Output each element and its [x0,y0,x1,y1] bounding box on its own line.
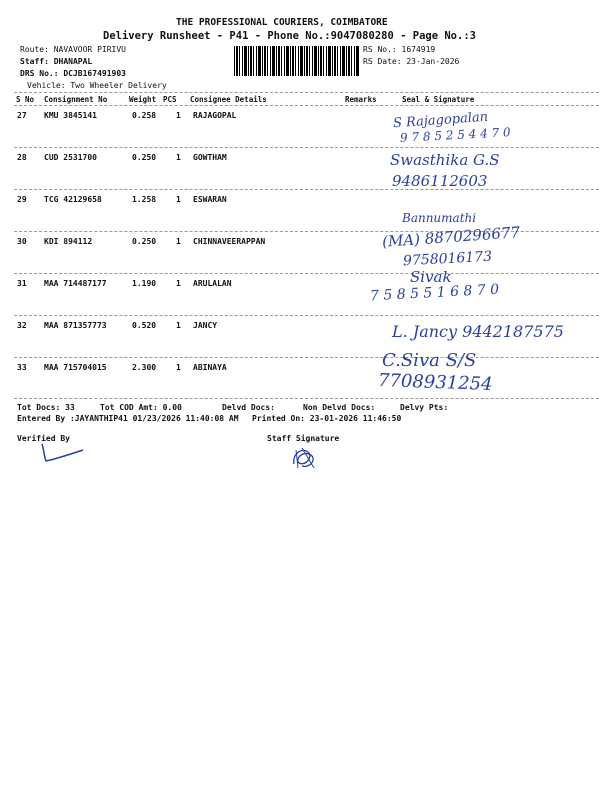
staff-label: Staff: DHANAPAL [20,57,93,66]
staff-signature-label: Staff Signature [267,434,340,443]
vehicle-label: Vehicle: Two Wheeler Delivery [27,81,167,90]
row-divider [14,147,599,148]
row-consignee: ESWARAN [193,195,227,204]
row-consignee: GOWTHAM [193,153,227,162]
verified-by-label: Verified By [17,434,70,443]
total-cod-amount: Tot COD Amt: 0.00 [100,403,182,412]
row-pcs: 1 [176,279,181,288]
col-weight: Weight [129,95,157,104]
header-top-rule [14,92,599,93]
row-consignee: CHINNAVEERAPPAN [193,237,266,246]
row-sno: 27 [17,111,27,120]
runsheet-subtitle: Delivery Runsheet - P41 - Phone No.:9047080280 - Page No.:3 [103,30,476,42]
row-consignment: CUD 2531700 [44,153,97,162]
row-signature: (MA) 8870296677 [381,223,521,251]
row-consignee: RAJAGOPAL [193,111,237,120]
delivery-points: Delvy Pts: [400,403,449,412]
row-weight: 1.258 [132,195,157,204]
row-pcs: 1 [176,111,181,120]
row-divider [14,189,599,190]
row-weight: 0.250 [132,153,157,162]
non-delivered-docs: Non Delvd Docs: [303,403,376,412]
total-docs: Tot Docs: 33 [17,403,75,412]
row-consignee: ABINAYA [193,363,227,372]
row-pcs: 1 [176,321,181,330]
delivered-docs: Delvd Docs: [222,403,275,412]
col-consignment: Consignment No [44,95,108,104]
row-consignment: MAA 715704015 [44,363,107,372]
drs-label: DRS No.: DCJB167491903 [20,69,126,78]
row-signature-phone: 9 7 8 5 2 5 4 4 7 0 [399,125,511,145]
company-title: THE PROFESSIONAL COURIERS, COIMBATORE [176,17,388,28]
row-consignment: MAA 714487177 [44,279,107,288]
row-weight: 1.190 [132,279,157,288]
col-remarks: Remarks [345,95,377,104]
row-divider [14,273,599,274]
row-sno: 32 [17,321,27,330]
row-consignee: ARULALAN [193,279,232,288]
row-signature: Bannumathi [402,211,477,225]
row-weight: 0.258 [132,111,157,120]
row-sno: 30 [17,237,27,246]
row-consignment: TCG 42129658 [44,195,102,204]
row-signature: S Rajagopalan [392,109,489,132]
header-bottom-rule [14,105,599,106]
col-sno: S No [16,95,35,104]
verifier-signature-mark [38,440,88,465]
table-bottom-rule [14,398,599,399]
row-signature: L. Jancy 9442187575 [392,322,564,341]
row-pcs: 1 [176,237,181,246]
row-signature-phone: 7708931254 [377,370,493,395]
col-pcs: PCS [163,95,177,104]
row-sno: 28 [17,153,27,162]
rs-date: RS Date: 23-Jan-2026 [363,57,460,66]
row-signature: C.Siva S/S [382,350,477,371]
row-sno: 33 [17,363,27,372]
barcode [234,46,360,76]
row-signature: Swasthika G.S [390,151,500,169]
row-pcs: 1 [176,363,181,372]
row-pcs: 1 [176,153,181,162]
row-signature-phone: 9486112603 [392,172,488,190]
col-seal: Seal & Signature [402,95,475,104]
row-divider [14,357,599,358]
row-consignee: JANCY [193,321,218,330]
row-sno: 29 [17,195,27,204]
row-weight: 2.300 [132,363,157,372]
row-signature-phone: 7 5 8 5 5 1 6 8 7 0 [369,281,500,305]
row-sno: 31 [17,279,27,288]
col-consignee: Consignee Details [190,95,267,104]
row-signature: Sivak [410,268,452,286]
entered-by: Entered By :JAYANTHIP41 01/23/2026 11:40:08 AM [17,414,239,423]
printed-on: Printed On: 23-01-2026 11:46:50 [252,414,402,423]
row-consignment: MAA 871357773 [44,321,107,330]
row-divider [14,315,599,316]
row-consignment: KDI 894112 [44,237,93,246]
row-weight: 0.520 [132,321,157,330]
rs-number: RS No.: 1674919 [363,45,436,54]
route-label: Route: NAVAVOOR PIRIVU [20,45,126,54]
row-pcs: 1 [176,195,181,204]
row-consignment: KMU 3845141 [44,111,97,120]
row-weight: 0.250 [132,237,157,246]
staff-signature-mark [288,444,322,472]
row-signature-phone: 9758016173 [402,248,493,270]
